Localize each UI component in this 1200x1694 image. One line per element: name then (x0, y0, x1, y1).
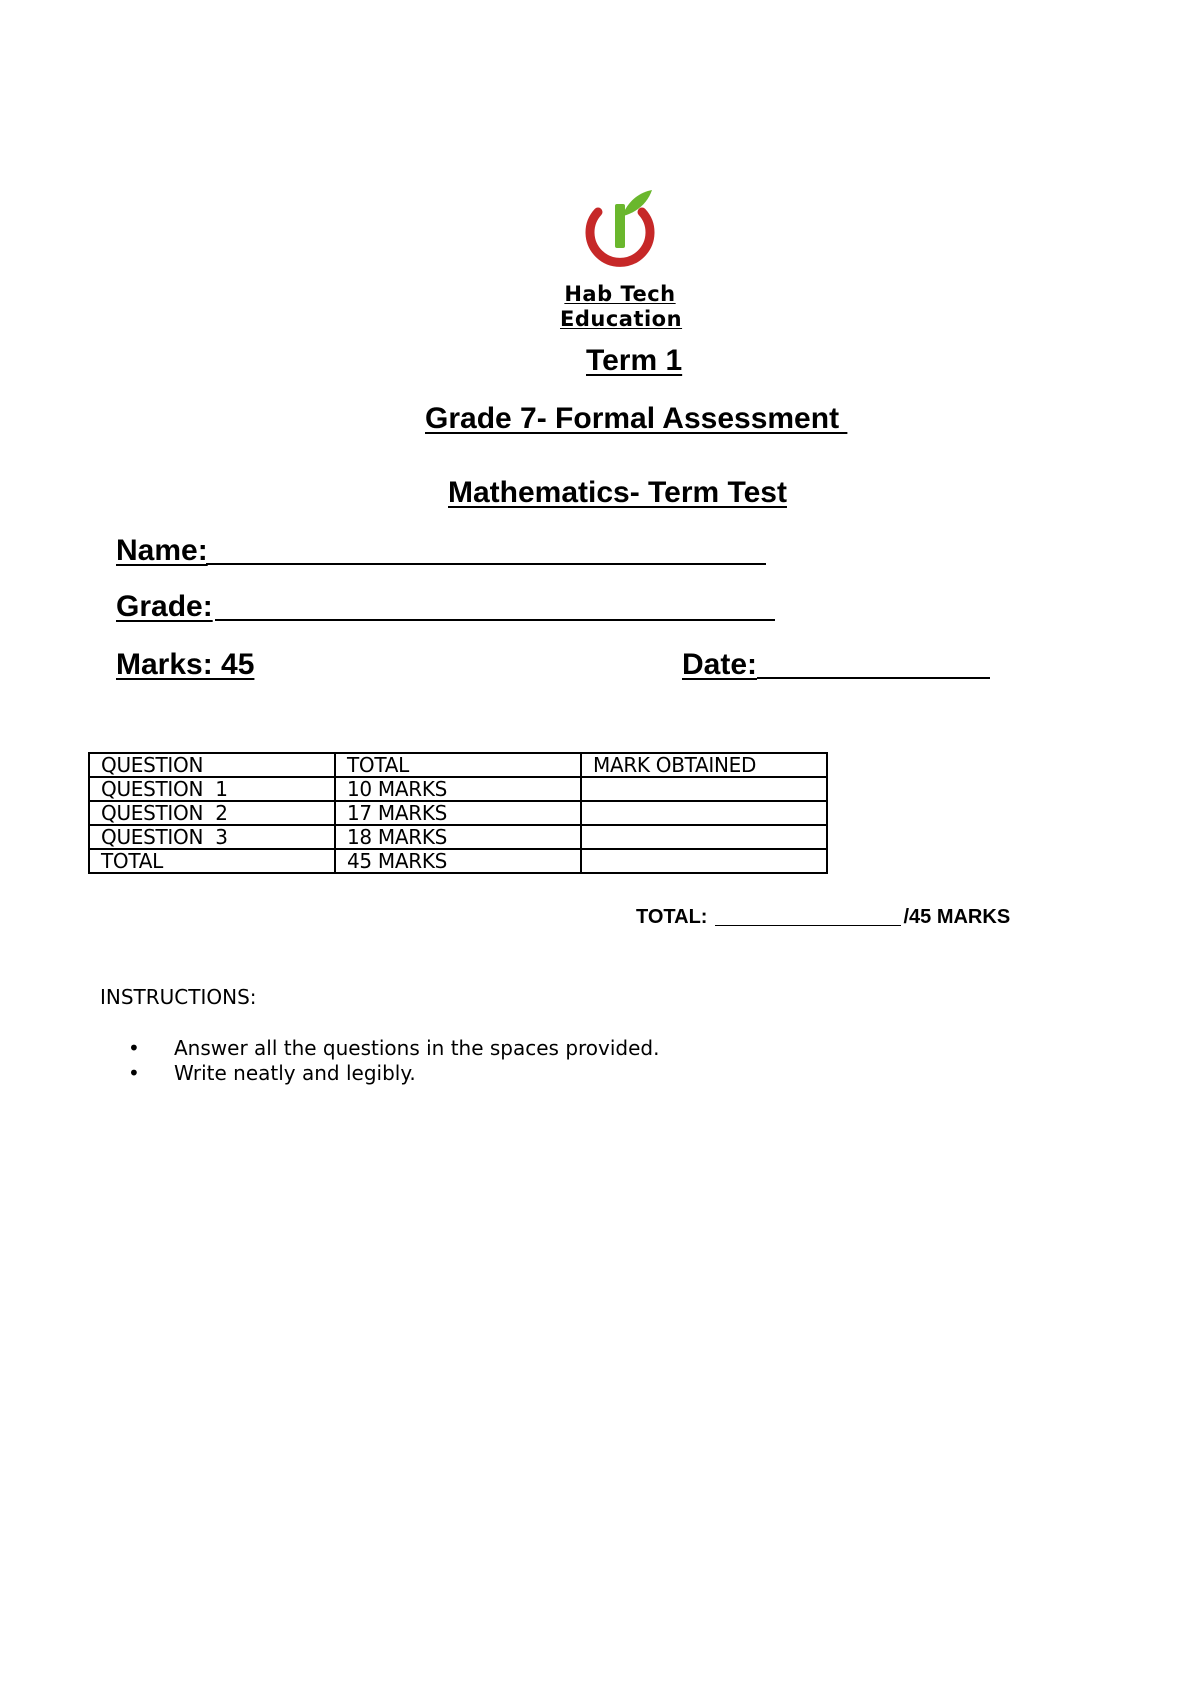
total-label: TOTAL: (636, 906, 708, 928)
mark-obtained-cell[interactable] (581, 777, 827, 801)
table-cell: 18 MARKS (335, 825, 581, 849)
term-heading: Term 1 (586, 344, 683, 377)
table-cell: QUESTION 3 (89, 825, 335, 849)
grade-blank[interactable] (215, 618, 775, 621)
name-blank[interactable] (206, 562, 766, 565)
table-cell: 10 MARKS (335, 777, 581, 801)
apple-power-icon (560, 190, 680, 280)
table-cell: QUESTION 2 (89, 801, 335, 825)
logo-text-line-2: Education (560, 307, 683, 331)
logo-stem (615, 204, 625, 248)
instructions-title: INSTRUCTIONS: (100, 985, 257, 1009)
list-item (128, 1061, 660, 1086)
grade-field[interactable] (116, 590, 775, 624)
table-header-cell: TOTAL (335, 753, 581, 777)
total-marks-line (636, 906, 1010, 929)
mark-obtained-cell[interactable] (581, 825, 827, 849)
date-field[interactable] (682, 648, 990, 682)
subject-heading: Mathematics- Term Test (448, 476, 787, 509)
table-cell: TOTAL (89, 849, 335, 873)
table-cell: 45 MARKS (335, 849, 581, 873)
table-row (89, 801, 827, 825)
marks-field (116, 648, 254, 682)
name-field[interactable] (116, 534, 766, 568)
bullet-icon: • (128, 1061, 140, 1085)
date-label: Date: (682, 648, 758, 681)
instruction-text: Write neatly and legibly. (174, 1061, 416, 1085)
name-label: Name: (116, 534, 208, 567)
score-table (88, 752, 828, 874)
table-row (89, 777, 827, 801)
instructions-list (128, 1036, 660, 1086)
table-header-cell: MARK OBTAINED (581, 753, 827, 777)
instruction-text: Answer all the questions in the spaces provided. (174, 1036, 660, 1060)
assessment-heading: Grade 7- Formal Assessment (425, 402, 848, 435)
table-cell: 17 MARKS (335, 801, 581, 825)
mark-obtained-cell[interactable] (581, 849, 827, 873)
school-logo (560, 190, 683, 335)
total-suffix: /45 MARKS (903, 906, 1011, 928)
table-header-cell: QUESTION (89, 753, 335, 777)
table-header-row (89, 753, 827, 777)
mark-obtained-cell[interactable] (581, 801, 827, 825)
total-blank[interactable] (715, 925, 901, 926)
marks-label: Marks: 45 (116, 648, 255, 681)
table-row (89, 825, 827, 849)
date-blank[interactable] (757, 676, 990, 679)
list-item (128, 1036, 660, 1061)
grade-label: Grade: (116, 590, 213, 623)
table-cell: QUESTION 1 (89, 777, 335, 801)
logo-text-line-1: Hab Tech (564, 282, 676, 306)
bullet-icon: • (128, 1036, 140, 1060)
table-row (89, 849, 827, 873)
